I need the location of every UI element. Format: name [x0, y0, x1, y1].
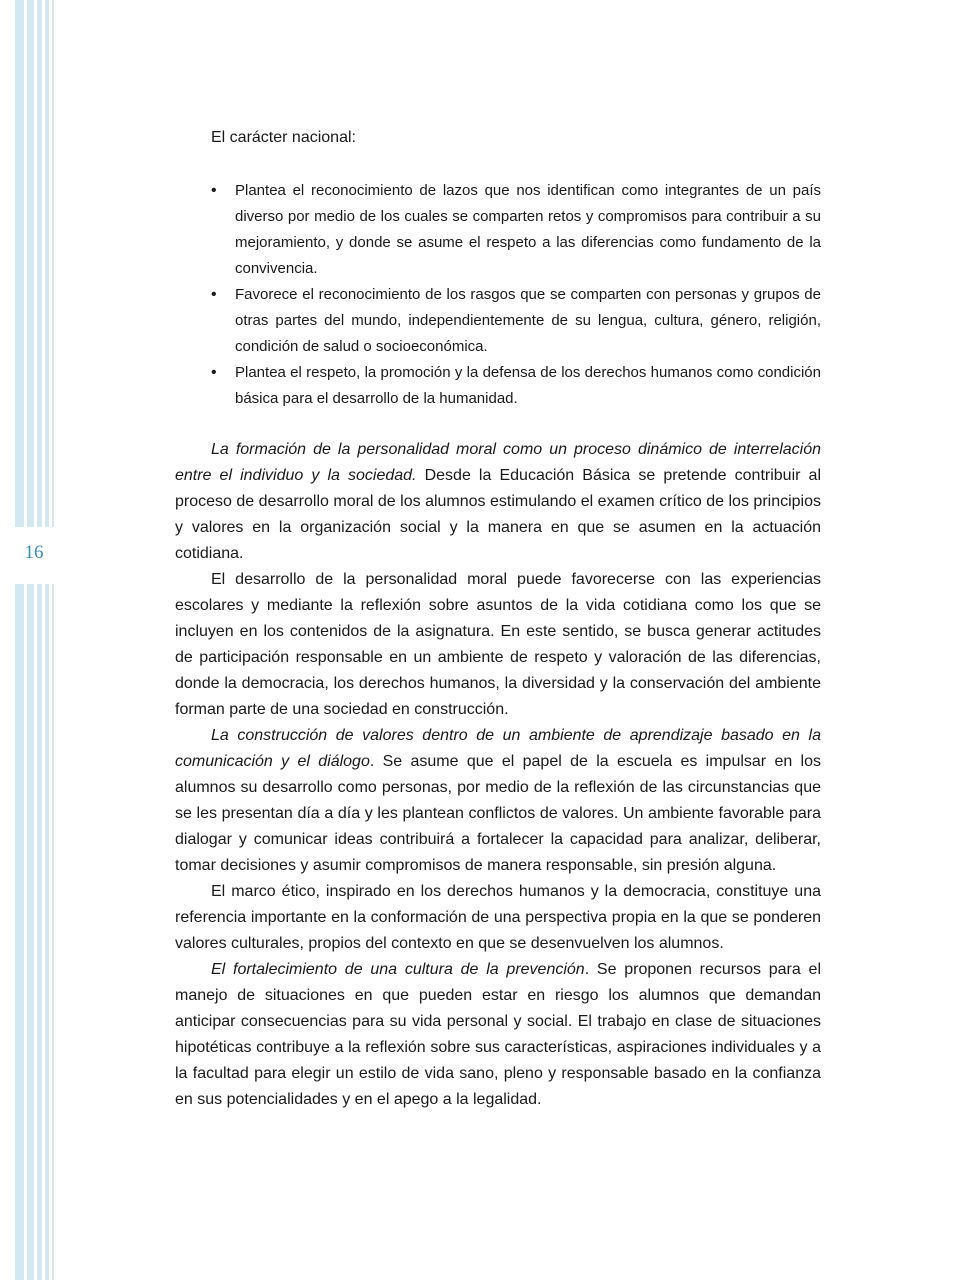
paragraph-text: El desarrollo de la personalidad moral puede favorecerse con las experiencias escolares y mediante la reflexión sobre asuntos de la vida cotidiana como los que se incluyen en los contenidos de la asignatura. En este sentido, se busca generar actitudes de participación responsable en un ambiente de respeto y valoración de las diferencias, donde la democracia, los derechos humanos, la diversidad y la conservación del ambiente forman parte de una sociedad en construcción.	[175, 571, 821, 718]
paragraph	[175, 437, 821, 567]
paragraph	[175, 567, 821, 723]
margin-stripes	[0, 0, 60, 1280]
bullet-item: • Favorece el reconocimiento de los rasgos que se comparten con personas y grupos de otras partes del mundo, independientemente de su lengua, cultura, género, religión, condición de salud o socioeconómica.	[211, 282, 821, 360]
bullet-item: • Plantea el reconocimiento de lazos que nos identifican como integrantes de un país diverso por medio de los cuales se comparten retos y compromisos para contribuir a su mejoramiento, y donde se asume el respeto a las diferencias como fundamento de la convivencia.	[211, 178, 821, 282]
paragraph-text: El marco ético, inspirado en los derechos humanos y la democracia, constituye una referencia importante en la conformación de una perspectiva propia en la que se ponderen valores culturales, propios del contexto en que se desenvuelven los alumnos.	[175, 883, 821, 952]
paragraph-text: Desde la Educación Básica se pretende contribuir al proceso de desarrollo moral de los alumnos estimulando el examen crítico de los principios y valores en la organización social y la manera en que se asumen en la actuación cotidiana.	[175, 467, 822, 562]
paragraph	[175, 957, 821, 1113]
page-number: 16	[24, 542, 44, 563]
paragraph-lead: El fortalecimiento de una cultura de la prevención	[211, 961, 585, 978]
paragraph	[175, 723, 821, 879]
body-text	[175, 437, 821, 1113]
paragraph-lead: La construcción de valores dentro de un ambiente de aprendizaje basado en la comunicación y el diálogo	[175, 727, 821, 770]
bullet-list	[211, 178, 821, 412]
bullet-item: • Plantea el respeto, la promoción y la defensa de los derechos humanos como condición básica para el desarrollo de la humanidad.	[211, 360, 821, 412]
paragraph	[175, 879, 821, 957]
paragraph-lead: La formación de la personalidad moral como un proceso dinámico de interrelación entre el individuo y la sociedad.	[175, 441, 821, 484]
paragraph-text: . Se proponen recursos para el manejo de situaciones en que pueden estar en riesgo los alumnos que demandan anticipar consecuencias para su vida personal y social. El trabajo en clase de situaciones hipotéticas contribuye a la reflexión sobre sus características, aspiraciones individuales y a la facultad para elegir un estilo de vida sano, pleno y responsable basado en la confianza en sus potencialidades y en el apego a la legalidad.	[175, 961, 822, 1108]
section-heading: El carácter nacional:	[211, 129, 356, 146]
paragraph-text: . Se asume que el papel de la escuela es impulsar en los alumnos su desarrollo como personas, por medio de la reflexión de las circunstancias que se les presentan día a día y les plantean conflictos de valores. Un ambiente favorable para dialogar y comunicar ideas contribuirá a fortalecer la capacidad para analizar, deliberar, tomar decisiones y asumir compromisos de manera responsable, sin presión alguna.	[175, 753, 822, 874]
